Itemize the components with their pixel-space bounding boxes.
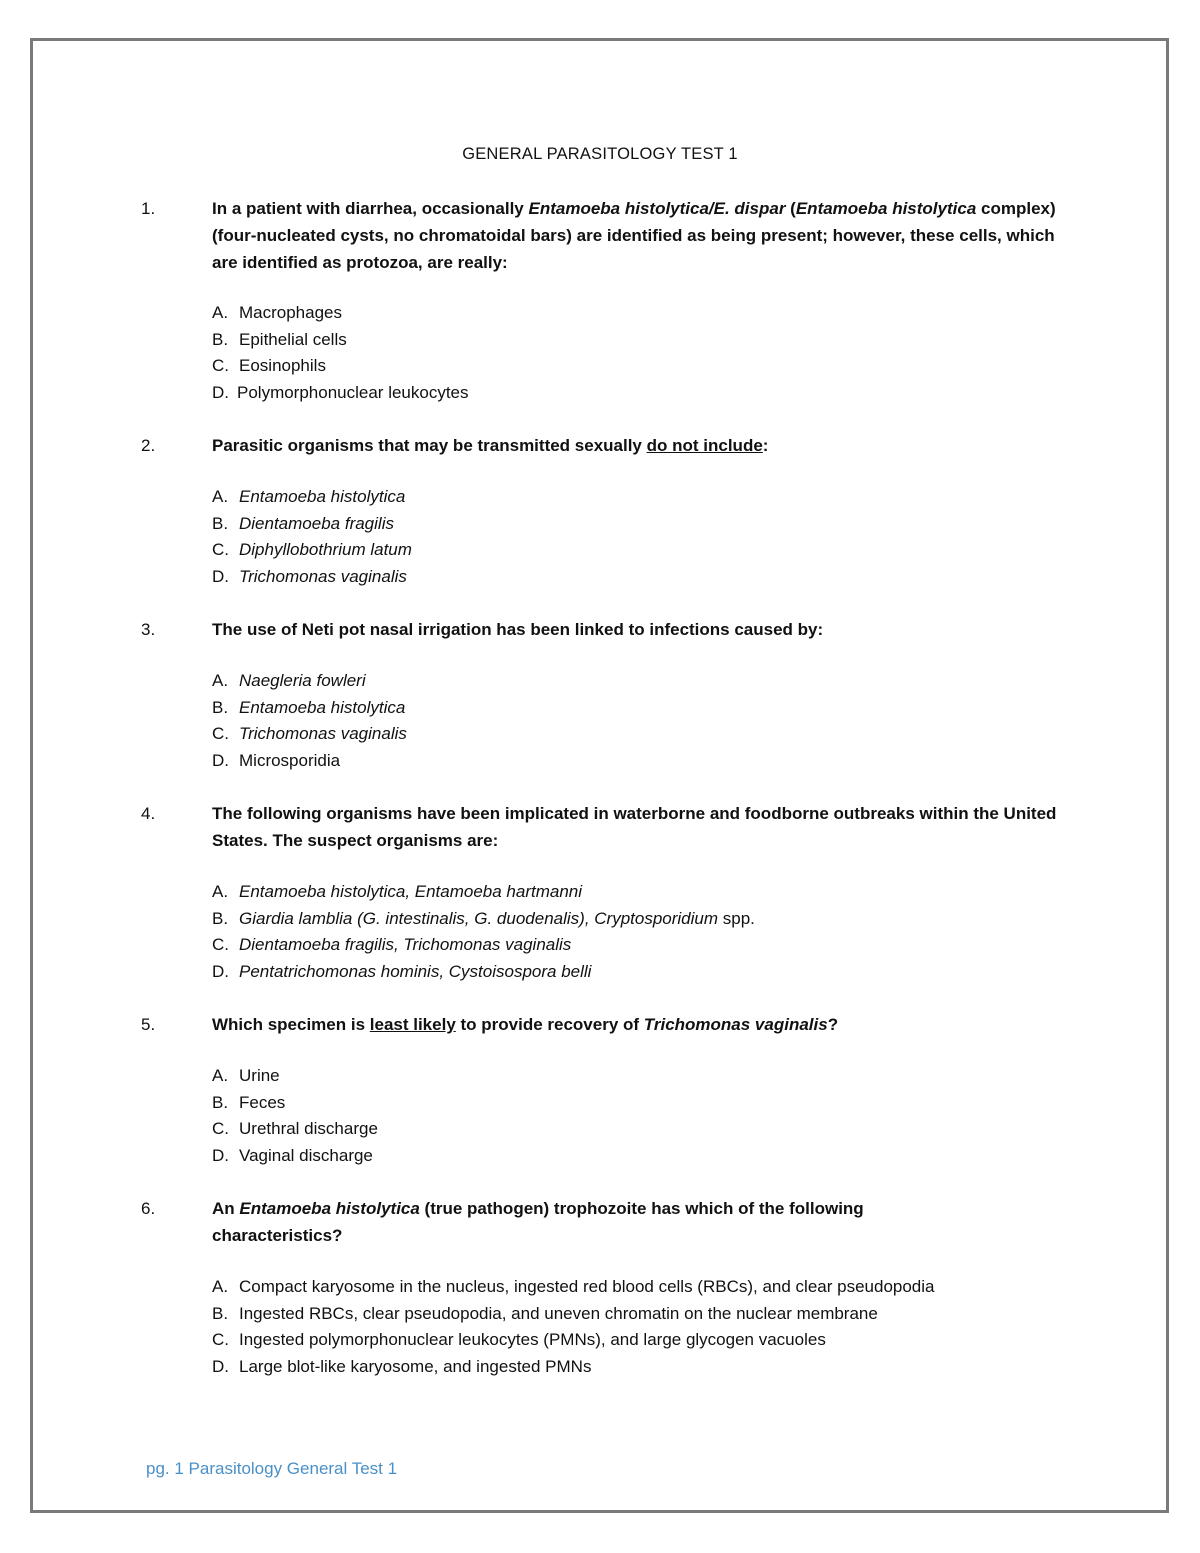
question-text: Parasitic organisms that may be transmitted sexually do not include: [212, 436, 769, 455]
option-d[interactable]: D. Large blot-like karyosome, and ingested PMNs [212, 1356, 592, 1376]
option-b[interactable]: B. Giardia lamblia (G. intestinalis, G. duodenalis), Cryptosporidium spp. [212, 908, 755, 928]
option-d[interactable]: D. Vaginal discharge [212, 1145, 373, 1165]
option-a[interactable]: A. Compact karyosome in the nucleus, ingested red blood cells (RBCs), and clear pseudopodia [212, 1277, 935, 1296]
option-c[interactable]: C. Dientamoeba fragilis, Trichomonas vaginalis [212, 935, 572, 954]
question-text: In a patient with diarrhea, occasionally Entamoeba histolytica/E. dispar (Entamoeba histolytica complex) (four-nucleated cysts, no chromatoidal bars) are identified as being present; however, these cells, which are identified as protozoa, are really: [212, 199, 1056, 272]
option-d[interactable]: D. Microsporidia [212, 750, 341, 770]
page-title: GENERAL PARASITOLOGY TEST 1 [462, 145, 738, 163]
page-footer: pg. 1 Parasitology General Test 1 [146, 1459, 398, 1478]
option-a[interactable]: A. Entamoeba histolytica [212, 487, 406, 506]
option-c[interactable]: C. Trichomonas vaginalis [212, 724, 407, 743]
options-list-5 [212, 1063, 1112, 1169]
options-list-1 [212, 300, 1112, 406]
question-text: The following organisms have been implicated in waterborne and foodborne outbreaks within the United States. The suspect organisms are: [212, 804, 1057, 850]
option-c[interactable]: C. Eosinophils [212, 356, 326, 375]
question-number: 3. [141, 620, 156, 639]
question-number: 2. [141, 436, 156, 455]
option-a[interactable]: A. Entamoeba histolytica, Entamoeba hartmanni [212, 882, 583, 901]
options-list-3 [212, 668, 1112, 774]
question-number: 4. [141, 804, 156, 823]
option-a[interactable]: A. Naegleria fowleri [212, 671, 366, 690]
question-number: 6. [141, 1199, 156, 1218]
option-d[interactable]: D. Polymorphonuclear leukocytes [212, 382, 469, 402]
question-number: 1. [141, 199, 156, 218]
options-list-6 [212, 1274, 1112, 1380]
option-b[interactable]: B. Dientamoeba fragilis [212, 513, 394, 533]
question-number: 5. [141, 1015, 156, 1034]
question-text: An Entamoeba histolytica (true pathogen) trophozoite has which of the following characteristics? [212, 1199, 864, 1245]
option-b[interactable]: B. Epithelial cells [212, 329, 347, 349]
options-list-2 [212, 484, 1112, 590]
option-a[interactable]: A. Macrophages [212, 303, 343, 322]
option-b[interactable]: B. Feces [212, 1092, 286, 1112]
option-c[interactable]: C. Urethral discharge [212, 1119, 378, 1138]
question-text: The use of Neti pot nasal irrigation has been linked to infections caused by: [212, 620, 824, 639]
option-d[interactable]: D. Trichomonas vaginalis [212, 566, 407, 586]
option-b[interactable]: B. Ingested RBCs, clear pseudopodia, and uneven chromatin on the nuclear membrane [212, 1303, 878, 1323]
option-c[interactable]: C. Ingested polymorphonuclear leukocytes (PMNs), and large glycogen vacuoles [212, 1330, 826, 1349]
option-c[interactable]: C. Diphyllobothrium latum [212, 540, 412, 559]
question-text: Which specimen is least likely to provide recovery of Trichomonas vaginalis? [212, 1015, 839, 1034]
option-b[interactable]: B. Entamoeba histolytica [212, 697, 406, 717]
option-a[interactable]: A. Urine [212, 1066, 280, 1085]
option-d[interactable]: D. Pentatrichomonas hominis, Cystoisospora belli [212, 961, 592, 981]
options-list-4 [212, 879, 1112, 985]
